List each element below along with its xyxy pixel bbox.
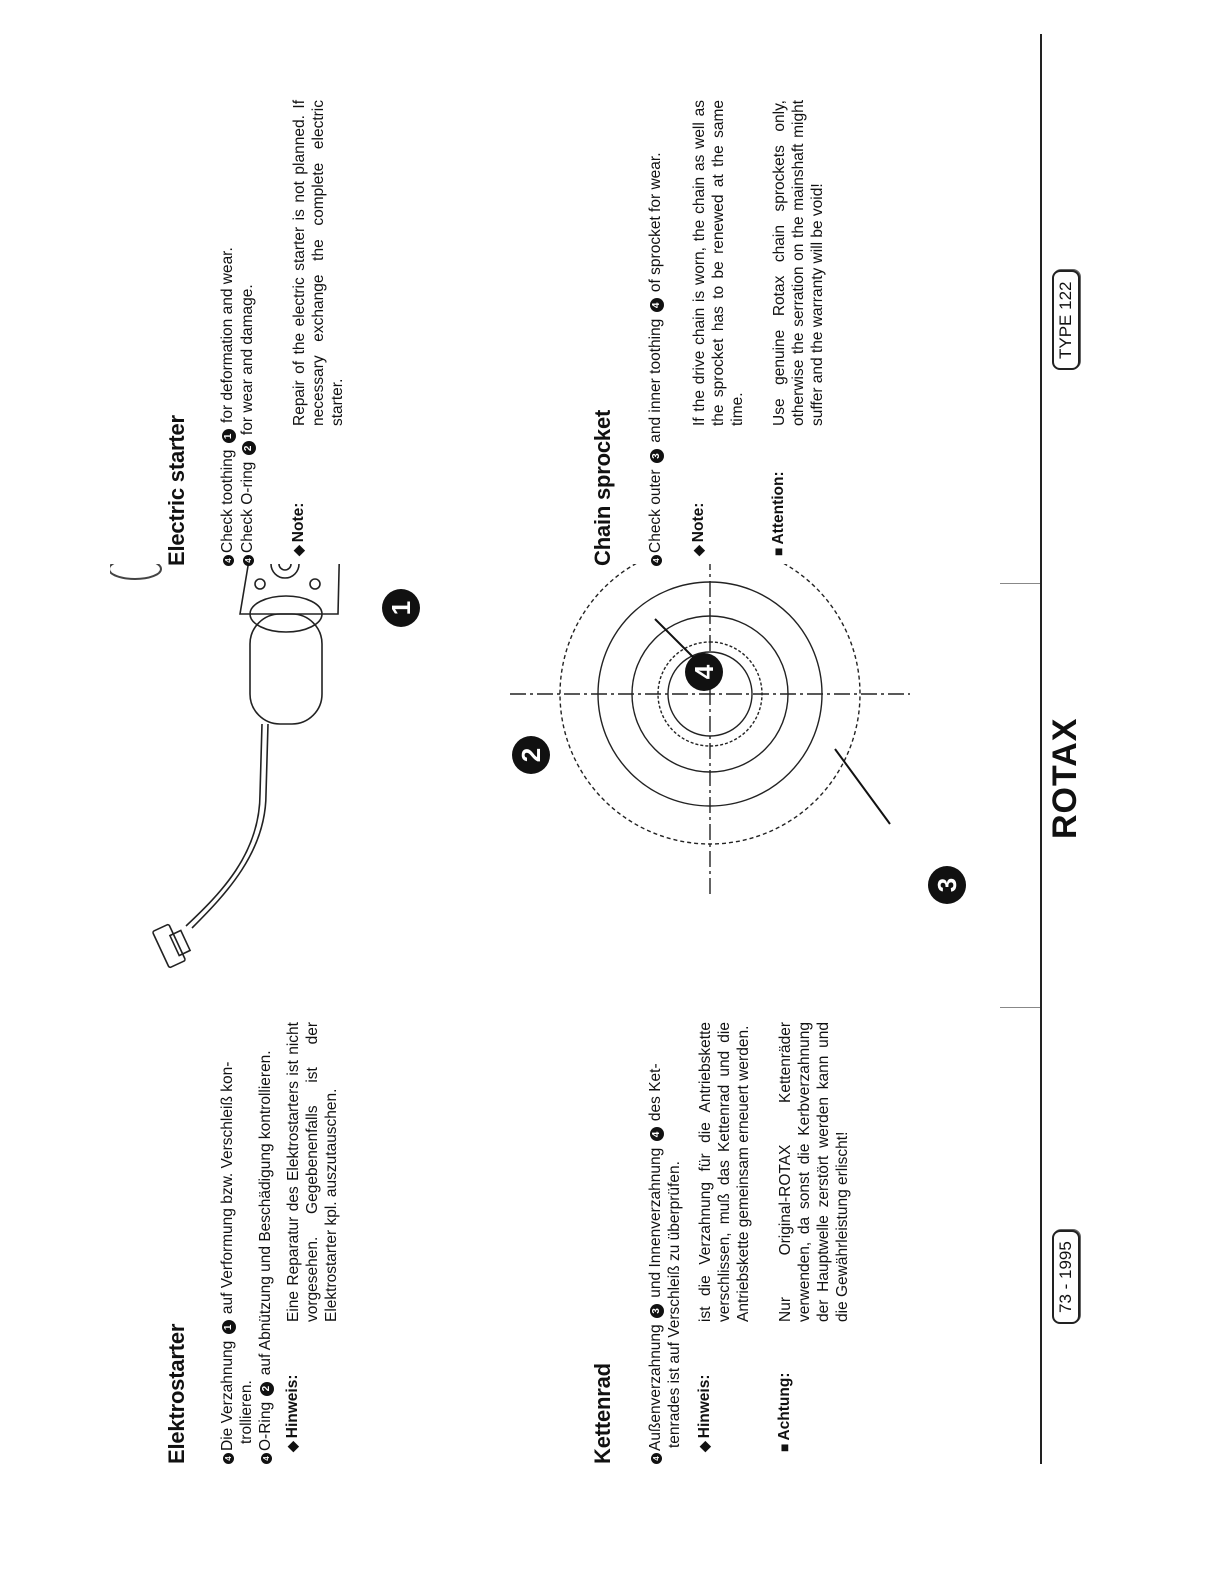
figure-area <box>110 564 930 1024</box>
callout-1: 1 <box>382 589 420 627</box>
footer-tick-left <box>1000 1007 1040 1008</box>
diamond-icon: ◆ <box>284 1441 300 1452</box>
kettenrad-title: Kettenrad <box>590 1363 615 1464</box>
callout-ref: 4 <box>650 298 664 312</box>
electric-starter-title: Electric starter <box>164 415 189 566</box>
callout-ref: 4 <box>650 1127 664 1141</box>
hinweis-text-2: ist die Verzahnung für die Antriebskette verschlissen, muß das Kettenrad und die Antriebskette gemeinsam erneuert werden. <box>697 1022 752 1322</box>
attention-text: Use genuine Rotax chain sprockets only, otherwise the serration on the mainshaft might suffer and the warranty will be void! <box>771 100 826 426</box>
rotax-logo: ROTAX <box>1046 717 1084 839</box>
diamond-icon: ◆ <box>290 545 306 556</box>
bullet-icon: 4 <box>243 555 254 566</box>
elektrostarter-item-1: 4Die Verzahnung 1 auf Verformung bzw. Verschleiß kon- trollieren. <box>218 904 256 1464</box>
footer-tick-right <box>1000 583 1040 584</box>
electric-starter-item-2: 4Check O-ring 2 for wear and damage. <box>238 66 257 566</box>
note-label-2: ◆Note: <box>690 502 707 556</box>
electric-starter-drawing <box>152 564 340 968</box>
callout-ref: 1 <box>222 1320 236 1334</box>
date-badge: 73 - 1995 <box>1052 1230 1080 1324</box>
bullet-icon: 4 <box>651 555 662 566</box>
callout-4: 4 <box>685 653 723 691</box>
callout-ref: 1 <box>222 429 236 443</box>
callout-ref: 2 <box>260 1382 274 1396</box>
hinweis-label-1: ◆Hinweis: <box>284 1374 301 1452</box>
chain-sprocket-title: Chain sprocket <box>590 409 615 566</box>
note-text-2: If the drive chain is worn, the chain as well as the sprocket has to be renewed at the same time. <box>691 100 746 426</box>
bullet-icon: 4 <box>223 1453 234 1464</box>
callout-ref: 3 <box>650 449 664 463</box>
callout-ref: 3 <box>650 1304 664 1318</box>
bullet-icon: 4 <box>261 1453 272 1464</box>
kettenrad-item-1: 4Außenverzahnung 3 und Innenverzahnung 4 des Ket- tenrades ist auf Verschleiß zu überprüfen. <box>646 924 684 1464</box>
elektrostarter-item-2: 4O-Ring 2 auf Abnützung und Beschädigung kontrollieren. <box>256 904 275 1464</box>
diamond-icon: ◆ <box>690 545 706 556</box>
bullet-icon: 4 <box>223 555 234 566</box>
achtung-label: ■Achtung: <box>776 1372 793 1452</box>
type-badge: TYPE 122 <box>1052 271 1080 371</box>
chain-sprocket-item-1: 4Check outer 3 and inner toothing 4 of sprocket for wear. <box>646 66 665 566</box>
square-icon: ■ <box>770 547 786 556</box>
diamond-icon: ◆ <box>696 1441 712 1452</box>
electric-starter-item-1: 4Check toothing 1 for deformation and wear. <box>218 66 237 566</box>
callout-2: 2 <box>512 736 550 774</box>
achtung-text: Nur Original-ROTAX Kettenräder verwenden, da sonst die Kerbverzahnung der Hauptwelle zerstört werden kann und die Gewährleistung erlischt! <box>777 1022 851 1322</box>
attention-label: ■Attention: <box>770 471 787 556</box>
square-icon: ■ <box>776 1443 792 1452</box>
bullet-icon: 4 <box>651 1453 662 1464</box>
footer-rule <box>1040 34 1042 1464</box>
callout-ref: 2 <box>242 441 256 455</box>
sprocket-arrows <box>655 619 890 824</box>
chain-sprocket-drawing <box>510 564 910 894</box>
callout-3: 3 <box>928 866 966 904</box>
hinweis-text-1: Eine Reparatur des Elektrostarters ist nicht vorgesehen. Gegebenenfalls ist der Elektrostarter kpl. auszutauschen. <box>285 1022 340 1322</box>
o-ring-drawing <box>110 564 161 579</box>
hinweis-label-2: ◆Hinweis: <box>696 1374 713 1452</box>
note-label-1: ◆Note: <box>290 502 307 556</box>
elektrostarter-title: Elektrostarter <box>164 1323 189 1464</box>
note-text-1: Repair of the electric starter is not planned. If necessary exchange the complete electric starter. <box>291 100 346 426</box>
